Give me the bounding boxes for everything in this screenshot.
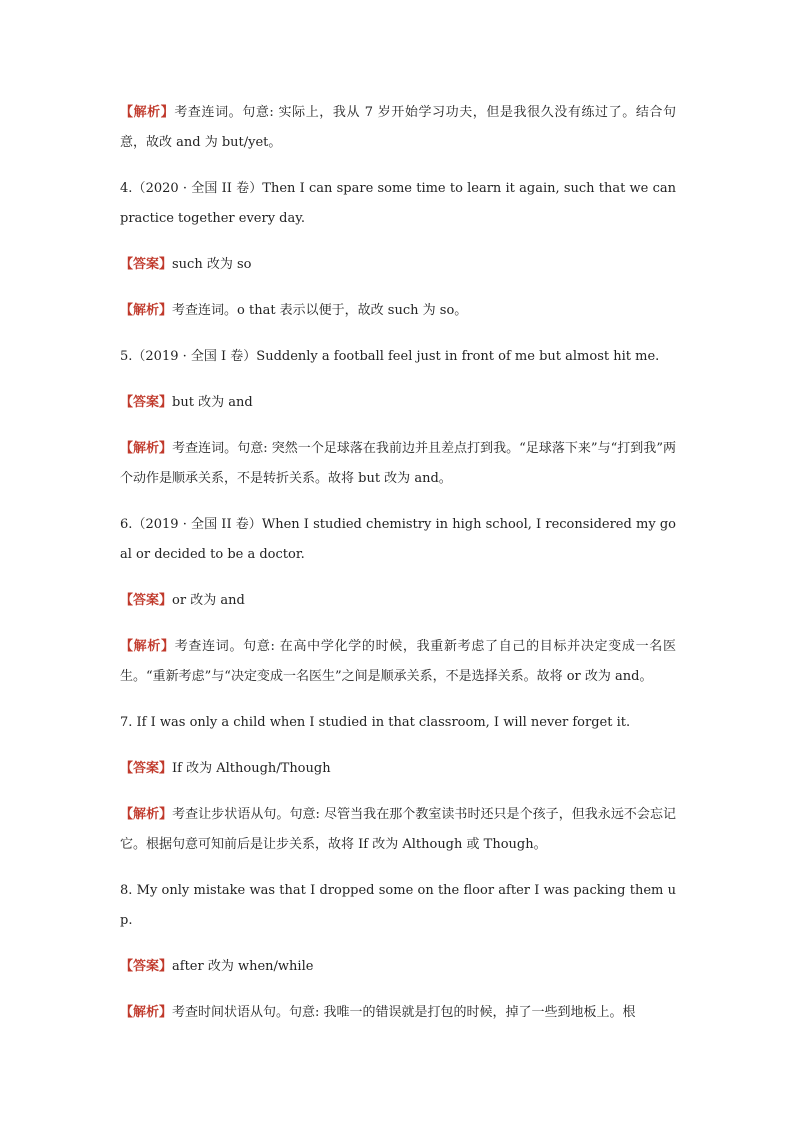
document-page <box>120 0 676 1028</box>
question-paragraph: 4.（2020 · 全国 II 卷）Then I can spare some time to learn it again, such that we can practice together every day. <box>120 181 676 226</box>
answer-tag: 【答案】 <box>120 761 173 776</box>
analysis-text: 考查连词。o that 表示以便于，故改 such 为 so。 <box>172 303 468 318</box>
analysis-paragraph <box>120 296 676 326</box>
top-margin <box>120 0 676 98</box>
analysis-tag: 【解析】 <box>120 441 173 456</box>
analysis-paragraph <box>120 632 676 692</box>
analysis-text: 考查时间状语从句。句意: 我唯一的错误就是打包的时候，掉了一些到地板上。根 <box>172 1005 636 1020</box>
question-paragraph: 6.（2019 · 全国 II 卷）When I studied chemistry in high school, I reconsidered my goal or decided to be a doctor. <box>120 517 676 562</box>
answer-text: after 改为 when/while <box>172 959 314 974</box>
answer-paragraph <box>120 952 676 982</box>
answer-tag: 【答案】 <box>120 257 173 272</box>
question-paragraph: 7. If I was only a child when I studied in that classroom, I will never forget it. <box>120 715 631 730</box>
answer-paragraph <box>120 388 676 418</box>
analysis-text: 考查连词。句意: 在高中学化学的时候，我重新考虑了自己的目标并决定变成一名医生。“重新考虑”与“决定变成一名医生”之间是顺承关系，不是选择关系。故将 or 改为 and。 <box>120 639 676 684</box>
analysis-tag: 【解析】 <box>120 303 173 318</box>
answer-tag: 【答案】 <box>120 593 173 608</box>
answer-paragraph <box>120 250 676 280</box>
analysis-text: 考查让步状语从句。句意: 尽管当我在那个教室读书时还只是个孩子，但我永远不会忘记它。根据句意可知前后是让步关系，故将 If 改为 Although 或 Though。 <box>120 807 676 852</box>
analysis-tag: 【解析】 <box>120 639 175 654</box>
answer-tag: 【答案】 <box>120 395 173 410</box>
answer-text: or 改为 and <box>172 593 245 608</box>
analysis-paragraph <box>120 800 676 860</box>
answer-text: but 改为 and <box>172 395 253 410</box>
analysis-paragraph <box>120 998 676 1028</box>
analysis-paragraph <box>120 434 676 494</box>
answer-paragraph <box>120 586 676 616</box>
analysis-tag: 【解析】 <box>120 1005 173 1020</box>
answer-paragraph <box>120 754 676 784</box>
analysis-tag: 【解析】 <box>120 807 173 822</box>
analysis-text: 考查连词。句意: 实际上，我从 7 岁开始学习功夫，但是我很久没有练过了。结合句意，故改 and 为 but/yet。 <box>120 105 676 150</box>
analysis-paragraph <box>120 98 676 158</box>
question-paragraph: 8. My only mistake was that I dropped some on the floor after I was packing them up. <box>120 883 676 928</box>
answer-tag: 【答案】 <box>120 959 173 974</box>
answer-text: such 改为 so <box>172 257 252 272</box>
question-paragraph: 5.（2019 · 全国 I 卷）Suddenly a football feel just in front of me but almost hit me. <box>120 349 660 364</box>
analysis-tag: 【解析】 <box>120 105 175 120</box>
analysis-text: 考查连词。句意: 突然一个足球落在我前边并且差点打到我。“足球落下来”与“打到我”两个动作是顺承关系，不是转折关系。故将 but 改为 and。 <box>120 441 676 486</box>
answer-text: If 改为 Although/Though <box>172 761 331 776</box>
